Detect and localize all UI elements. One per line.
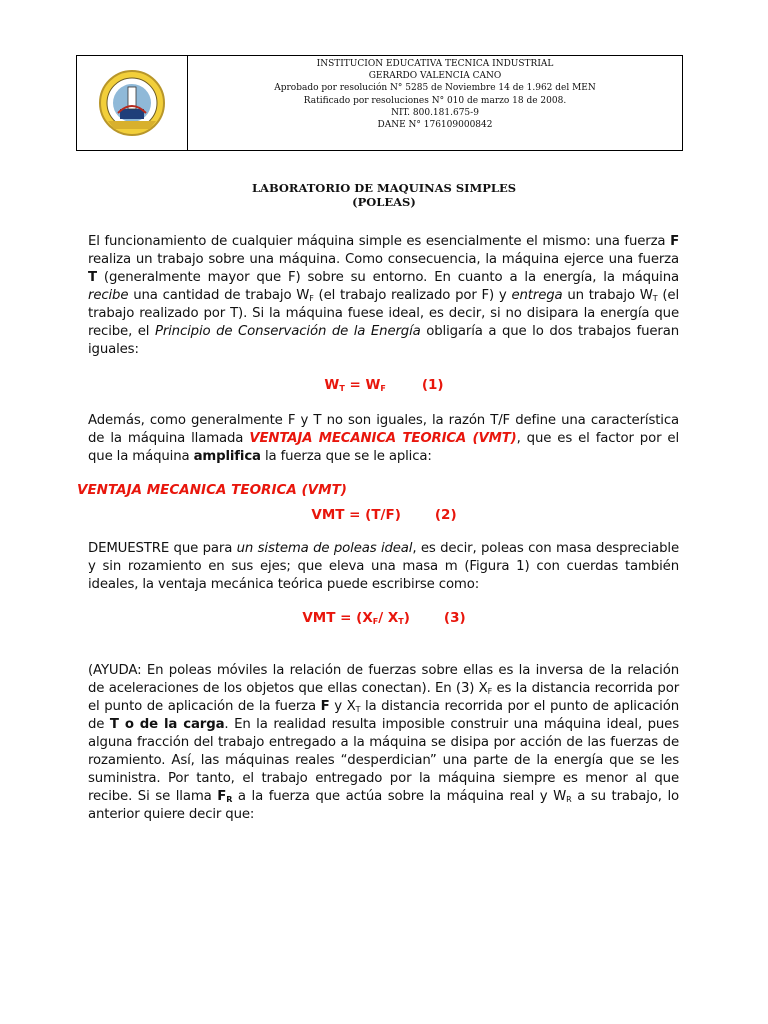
institution-seal-icon [98, 69, 166, 137]
header-line: Ratificado por resoluciones N° 010 de marzo 18 de 2008. [303, 95, 567, 106]
formula-1: $W_T = W_F$ (1) [324, 377, 444, 393]
document-title: LABORATORIO DE MAQUINAS SIMPLES [251, 181, 517, 195]
header-line: Aprobado por resolución N° 5285 de Noviembre 14 de 1.962 del MEN [274, 83, 596, 94]
formula-3: VMT = ($X_F/$ $X_T$) (3) [302, 610, 466, 626]
header-line: NIT. 800.181.675-9 [391, 107, 479, 118]
paragraph-demuestre: DEMUESTRE que para un sistema de poleas ideal, es decir, poleas con masa despreciable y sin rozamiento en sus ejes; que eleva una masa m (Figura 1) con cuerdas también ideales, la ventaja mecánica teórica puede escribirse como: [88, 541, 679, 592]
document-subtitle: (POLEAS) [352, 195, 416, 209]
header-line: DANE N° 176109000842 [377, 120, 493, 131]
header-line: GERARDO VALENCIA CANO [368, 71, 502, 82]
paragraph-intro: El funcionamiento de cualquier máquina simple es esencialmente el mismo: una fuerza F realiza un trabajo sobre una máquina. Como consecuencia, la máquina ejerce una fuerza T (generalmente mayor que F) sobre su entorno. En cuanto a la energía, la máquina recibe una cantidad de trabajo $W_F$ (el trabajo realizado por F) y entrega un trabajo $W_T$ (el trabajo realizado por T). Si la máquina fuese ideal, es decir, si no disipara la energía que recibe, el Principio de Conservación de la Energía obligaría a que lo dos trabajos fueran iguales: [88, 234, 679, 357]
paragraph-ayuda: (AYUDA: En poleas móviles la relación de fuerzas sobre ellas es la inversa de la relación de aceleraciones de los objetos que ellas conectan). En (3) $X_F$ es la distancia recorrida por el punto de aplicación de la fuerza F y $X_T$ la distancia recorrida por el punto de aplicación de T o de la carga. En la realidad resulta imposible construir una máquina ideal, pues alguna fracción del trabajo entregado a la máquina se disipa por acción de las fuerzas de rozamiento. Así, las máquinas reales “desperdician” una parte de la energía que se les suministra. Por tanto, el trabajo entregado por la máquina siempre es menor al que recibe. Si se llama $F_R$ a la fuerza que actúa sobre la máquina real y $W_R$ a su trabajo, lo anterior quiere decir que: [88, 663, 680, 822]
institution-info [188, 56, 682, 150]
institution-header [76, 55, 683, 151]
header-line: INSTITUCION EDUCATIVA TECNICA INDUSTRIAL [316, 59, 554, 69]
section-heading-vmt: VENTAJA MECANICA TEORICA (VMT) [77, 482, 347, 498]
formula-2: VMT = (T/F) (2) [311, 507, 457, 523]
logo-cell [77, 56, 188, 150]
paragraph-ratio: Además, como generalmente F y T no son iguales, la razón T/F define una característica de la máquina llamada VENTAJA MECANICA TEORICA (VMT), que es el factor por el que la máquina amplifica la fuerza que se le aplica: [88, 413, 679, 464]
